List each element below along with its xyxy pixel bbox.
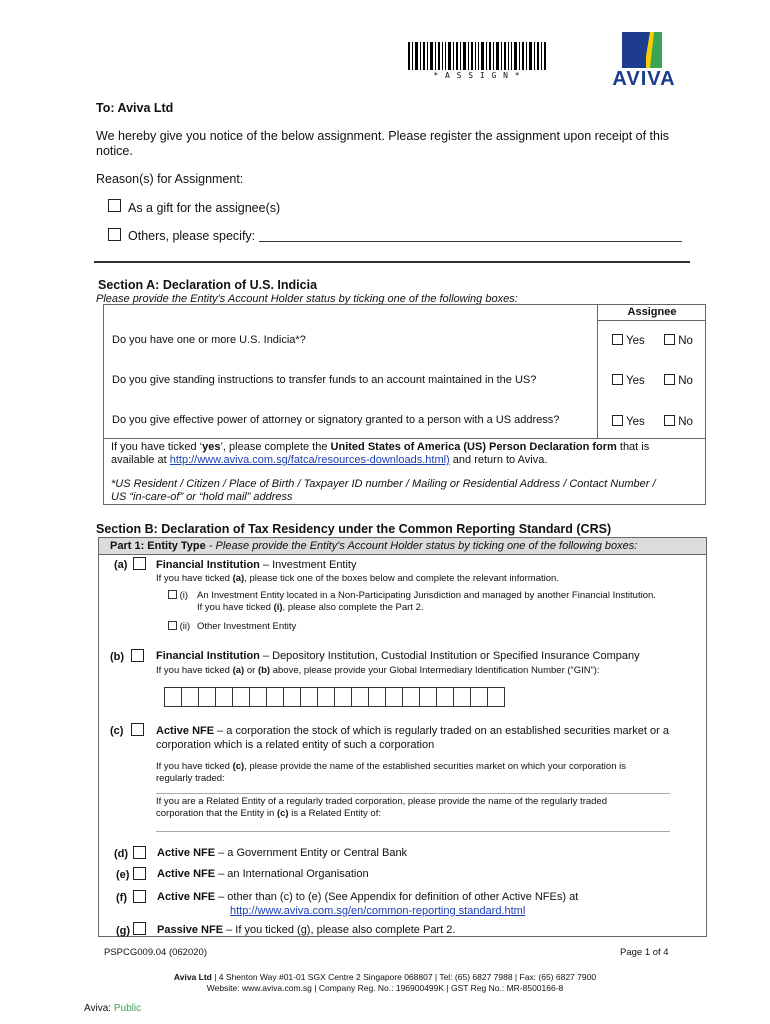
section-b-title: Section B: Declaration of Tax Residency under the Common Reporting Standard (CRS)	[96, 522, 612, 536]
option-a-ii[interactable]: (ii)	[168, 621, 190, 632]
checkbox-icon	[612, 415, 623, 426]
option-f-checkbox[interactable]	[133, 890, 146, 906]
notice-line-1: We hereby give you notice of the below assignment. Please register the assignment upon receipt of this	[96, 129, 670, 143]
footer-address: Aviva Ltd | 4 Shenton Way #01-01 SGX Centre 2 Singapore 068807 | Tel: (65) 6827 7988 | Fax: (65) 6827 7900	[173, 972, 597, 982]
us-declaration-note: If you have ticked ‘yes’, please complete the United States of America (US) Person Declaration form that is available at http://www.aviva.com.sg/fatca/resources-downloads.html) and return to Aviva.	[111, 441, 650, 466]
section-a-subtitle: Please provide the Entity's Account Holder status by ticking one of the following boxes:	[96, 293, 518, 305]
option-b-checkbox[interactable]	[131, 649, 144, 665]
aviva-logo-text: AVIVA	[612, 68, 676, 90]
option-b-letter: (b)	[110, 651, 125, 663]
page-number: Page 1 of 4	[620, 947, 669, 958]
option-a-title: Financial Institution – Investment Entity	[156, 559, 357, 571]
barcode	[408, 42, 546, 70]
footer-website: Website: www.aviva.com.sg | Company Reg. No.: 196900499K | GST Reg No.: MR-8500166-8	[206, 983, 564, 993]
option-f-title: Active NFE – other than (c) to (e) (See Appendix for definition of other Active NFEs) at	[157, 891, 579, 903]
option-f-letter: (f)	[116, 892, 127, 904]
checkbox-icon	[664, 334, 675, 345]
option-g-checkbox[interactable]	[133, 922, 146, 938]
option-c-title: Active NFE – a corporation the stock of which is regularly traded on an established securities market or a corporation which is a related entity of such a corporation	[156, 725, 669, 751]
fatca-link[interactable]: http://www.aviva.com.sg/fatca/resources-downloads.html)	[169, 454, 450, 466]
gift-checkbox[interactable]	[108, 199, 121, 215]
checkbox-icon	[664, 415, 675, 426]
option-b-title: Financial Institution – Depository Institution, Custodial Institution or Specified Insurance Company	[156, 650, 640, 662]
option-g-title: Passive NFE – If you ticked (g), please also complete Part 2.	[157, 924, 456, 936]
option-a-instruction: If you have ticked (a), please tick one of the boxes below and complete the relevant information.	[156, 573, 559, 584]
option-a-letter: (a)	[114, 559, 128, 571]
checkbox-icon	[612, 334, 623, 345]
option-c-letter: (c)	[110, 725, 124, 737]
classification-label: Aviva: Public	[84, 1003, 142, 1014]
part1-header: Part 1: Entity Type - Please provide the Entity's Account Holder status by ticking one of the following boxes:	[99, 538, 706, 555]
poa-yes[interactable]: Yes	[612, 415, 645, 428]
option-d-title: Active NFE – a Government Entity or Central Bank	[157, 847, 408, 859]
us-indicia-footnote: *US Resident / Citizen / Place of Birth / Taxpayer ID number / Mailing or Residential Address / Contact Number / US “in-care-of” or “hold mail” address	[111, 478, 656, 503]
indicia-yes[interactable]: Yes	[612, 334, 645, 347]
barcode-text: * A S S I G N *	[433, 71, 521, 80]
others-input[interactable]	[259, 241, 682, 242]
option-e-letter: (e)	[116, 869, 130, 881]
option-e-title: Active NFE – an International Organisation	[157, 868, 369, 880]
reasons-label: Reason(s) for Assignment:	[96, 172, 244, 186]
standing-instr-no[interactable]: No	[664, 374, 693, 387]
indicia-question: Do you have one or more U.S. Indicia*?	[112, 334, 306, 346]
poa-question: Do you give effective power of attorney or signatory granted to a person with a US address?	[112, 414, 560, 426]
option-a-i-text: An Investment Entity located in a Non-Participating Jurisdiction and managed by another Financial Institution. If you have ticked (i), please also complete the Part 2.	[197, 590, 656, 613]
indicia-no[interactable]: No	[664, 334, 693, 347]
option-g-letter: (g)	[116, 925, 131, 937]
others-checkbox[interactable]	[108, 228, 121, 244]
others-label: Others, please specify:	[128, 229, 256, 243]
option-d-checkbox[interactable]	[133, 846, 146, 862]
checkbox-icon	[612, 374, 623, 385]
crs-link[interactable]: http://www.aviva.com.sg/en/common-reporting standard.html	[230, 905, 526, 917]
option-d-letter: (d)	[114, 848, 129, 860]
option-a-i[interactable]: (i)	[168, 590, 188, 601]
gift-label: As a gift for the assignee(s)	[128, 201, 281, 215]
market-name-input[interactable]	[156, 793, 670, 794]
poa-no[interactable]: No	[664, 415, 693, 428]
standing-instr-yes[interactable]: Yes	[612, 374, 645, 387]
option-c-market-question: If you have ticked (c), please provide the name of the established securities market on which your corporation is regularly traded:	[156, 761, 626, 784]
option-b-instruction: If you have ticked (a) or (b) above, please provide your Global Intermediary Identification Number (“GIN”):	[156, 665, 600, 676]
option-c-related-question: If you are a Related Entity of a regularly traded corporation, please provide the name of the regularly traded corporation that the Entity in (c) is a Related Entity of:	[156, 796, 607, 819]
aviva-logo-icon	[620, 30, 666, 70]
option-c-checkbox[interactable]	[131, 723, 144, 739]
divider	[94, 261, 690, 263]
form-code: PSPCG009.04 (062020)	[104, 947, 207, 958]
notice-line-2: notice.	[96, 144, 133, 158]
option-e-checkbox[interactable]	[133, 867, 146, 883]
standing-instr-question: Do you give standing instructions to transfer funds to an account maintained in the US?	[112, 374, 537, 386]
section-a-title: Section A: Declaration of U.S. Indicia	[98, 278, 318, 292]
option-a-ii-text: Other Investment Entity	[197, 621, 297, 632]
related-corp-input[interactable]	[156, 831, 670, 832]
addressee: To: Aviva Ltd	[96, 101, 174, 115]
assignee-header: Assignee	[627, 306, 677, 318]
checkbox-icon	[664, 374, 675, 385]
gin-input[interactable]	[164, 687, 504, 709]
option-a-checkbox[interactable]	[133, 557, 146, 573]
